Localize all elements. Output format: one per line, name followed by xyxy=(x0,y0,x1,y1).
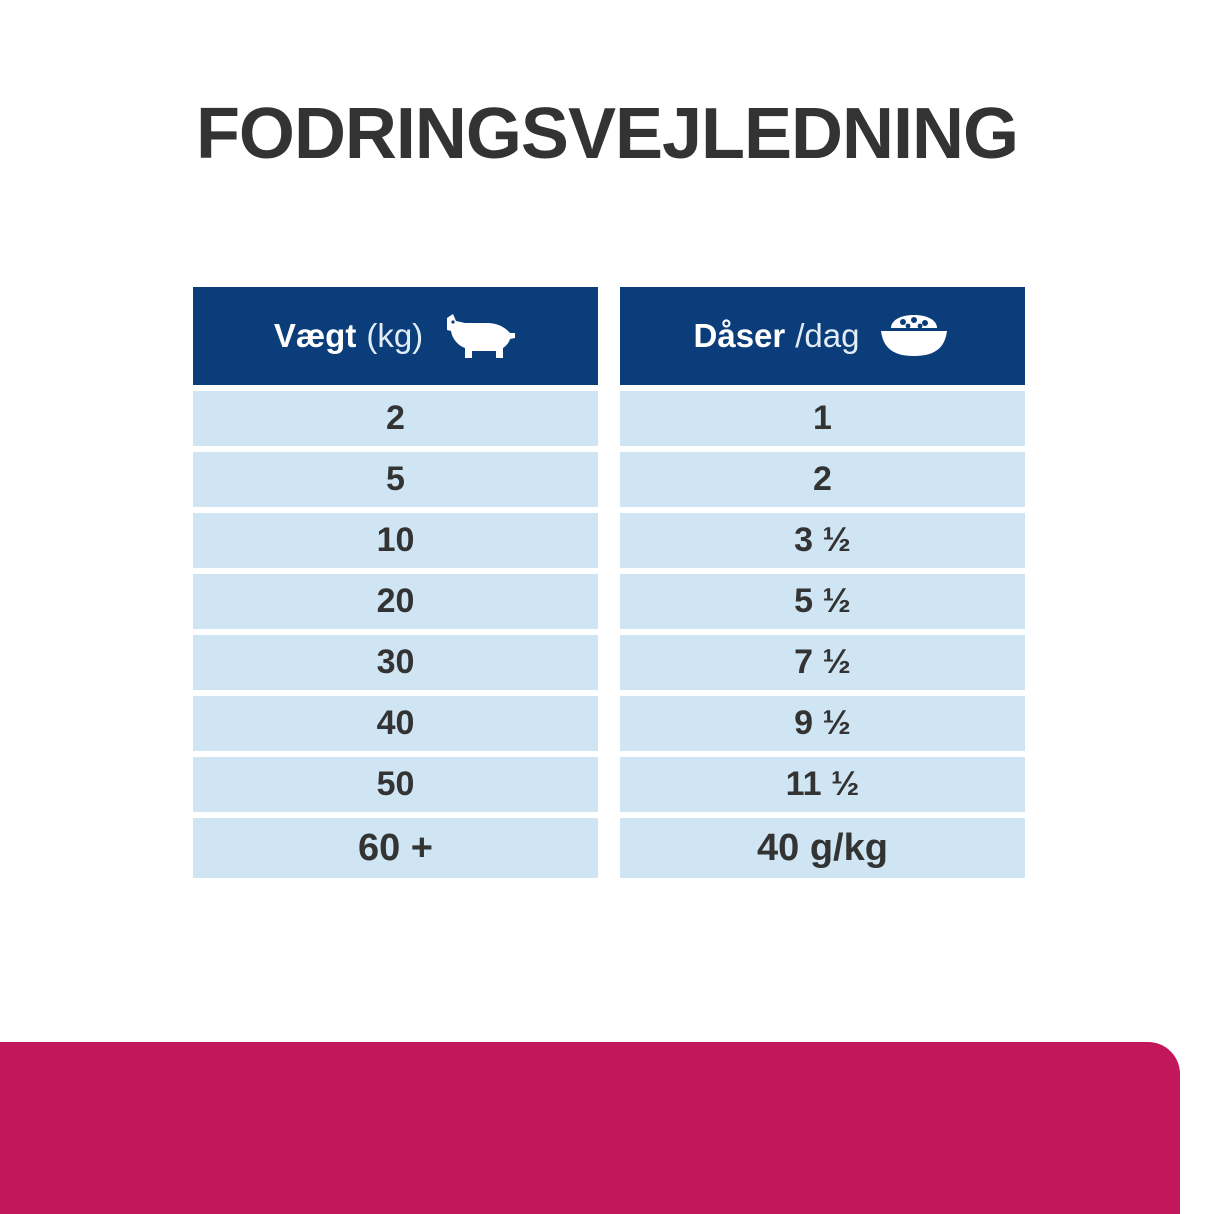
cell-weight: 10 xyxy=(193,513,598,568)
table-row xyxy=(193,696,1025,751)
feeding-table xyxy=(193,287,1025,878)
table-header-cans xyxy=(620,287,1025,385)
cell-weight: 30 xyxy=(193,635,598,690)
cell-cans: 3 ½ xyxy=(620,513,1025,568)
food-bowl-icon xyxy=(877,312,951,360)
table-row xyxy=(193,757,1025,812)
header-weight-label: Vægt xyxy=(273,317,357,354)
cell-cans: 5 ½ xyxy=(620,574,1025,629)
table-row xyxy=(193,391,1025,446)
table-row xyxy=(193,818,1025,878)
dog-icon xyxy=(441,312,517,360)
table-row xyxy=(193,574,1025,629)
cell-weight: 20 xyxy=(193,574,598,629)
header-weight-unit: (kg) xyxy=(366,317,424,354)
table-row xyxy=(193,452,1025,507)
cell-weight: 40 xyxy=(193,696,598,751)
cell-weight: 5 xyxy=(193,452,598,507)
cell-cans: 7 ½ xyxy=(620,635,1025,690)
table-header-weight xyxy=(193,287,598,385)
cell-cans: 9 ½ xyxy=(620,696,1025,751)
cell-weight: 50 xyxy=(193,757,598,812)
cell-cans: 2 xyxy=(620,452,1025,507)
table-row xyxy=(193,635,1025,690)
cell-weight: 2 xyxy=(193,391,598,446)
table-row xyxy=(193,513,1025,568)
page-title: FODRINGSVEJLEDNING xyxy=(195,94,1019,174)
cell-cans: 11 ½ xyxy=(620,757,1025,812)
header-cans-label: Dåser xyxy=(693,317,786,354)
bottom-accent-band xyxy=(0,1042,1180,1214)
cell-cans: 40 g/kg xyxy=(620,818,1025,878)
table-header-row xyxy=(193,287,1025,385)
cell-cans: 1 xyxy=(620,391,1025,446)
header-cans-unit: /dag xyxy=(795,317,860,354)
cell-weight: 60 + xyxy=(193,818,598,878)
